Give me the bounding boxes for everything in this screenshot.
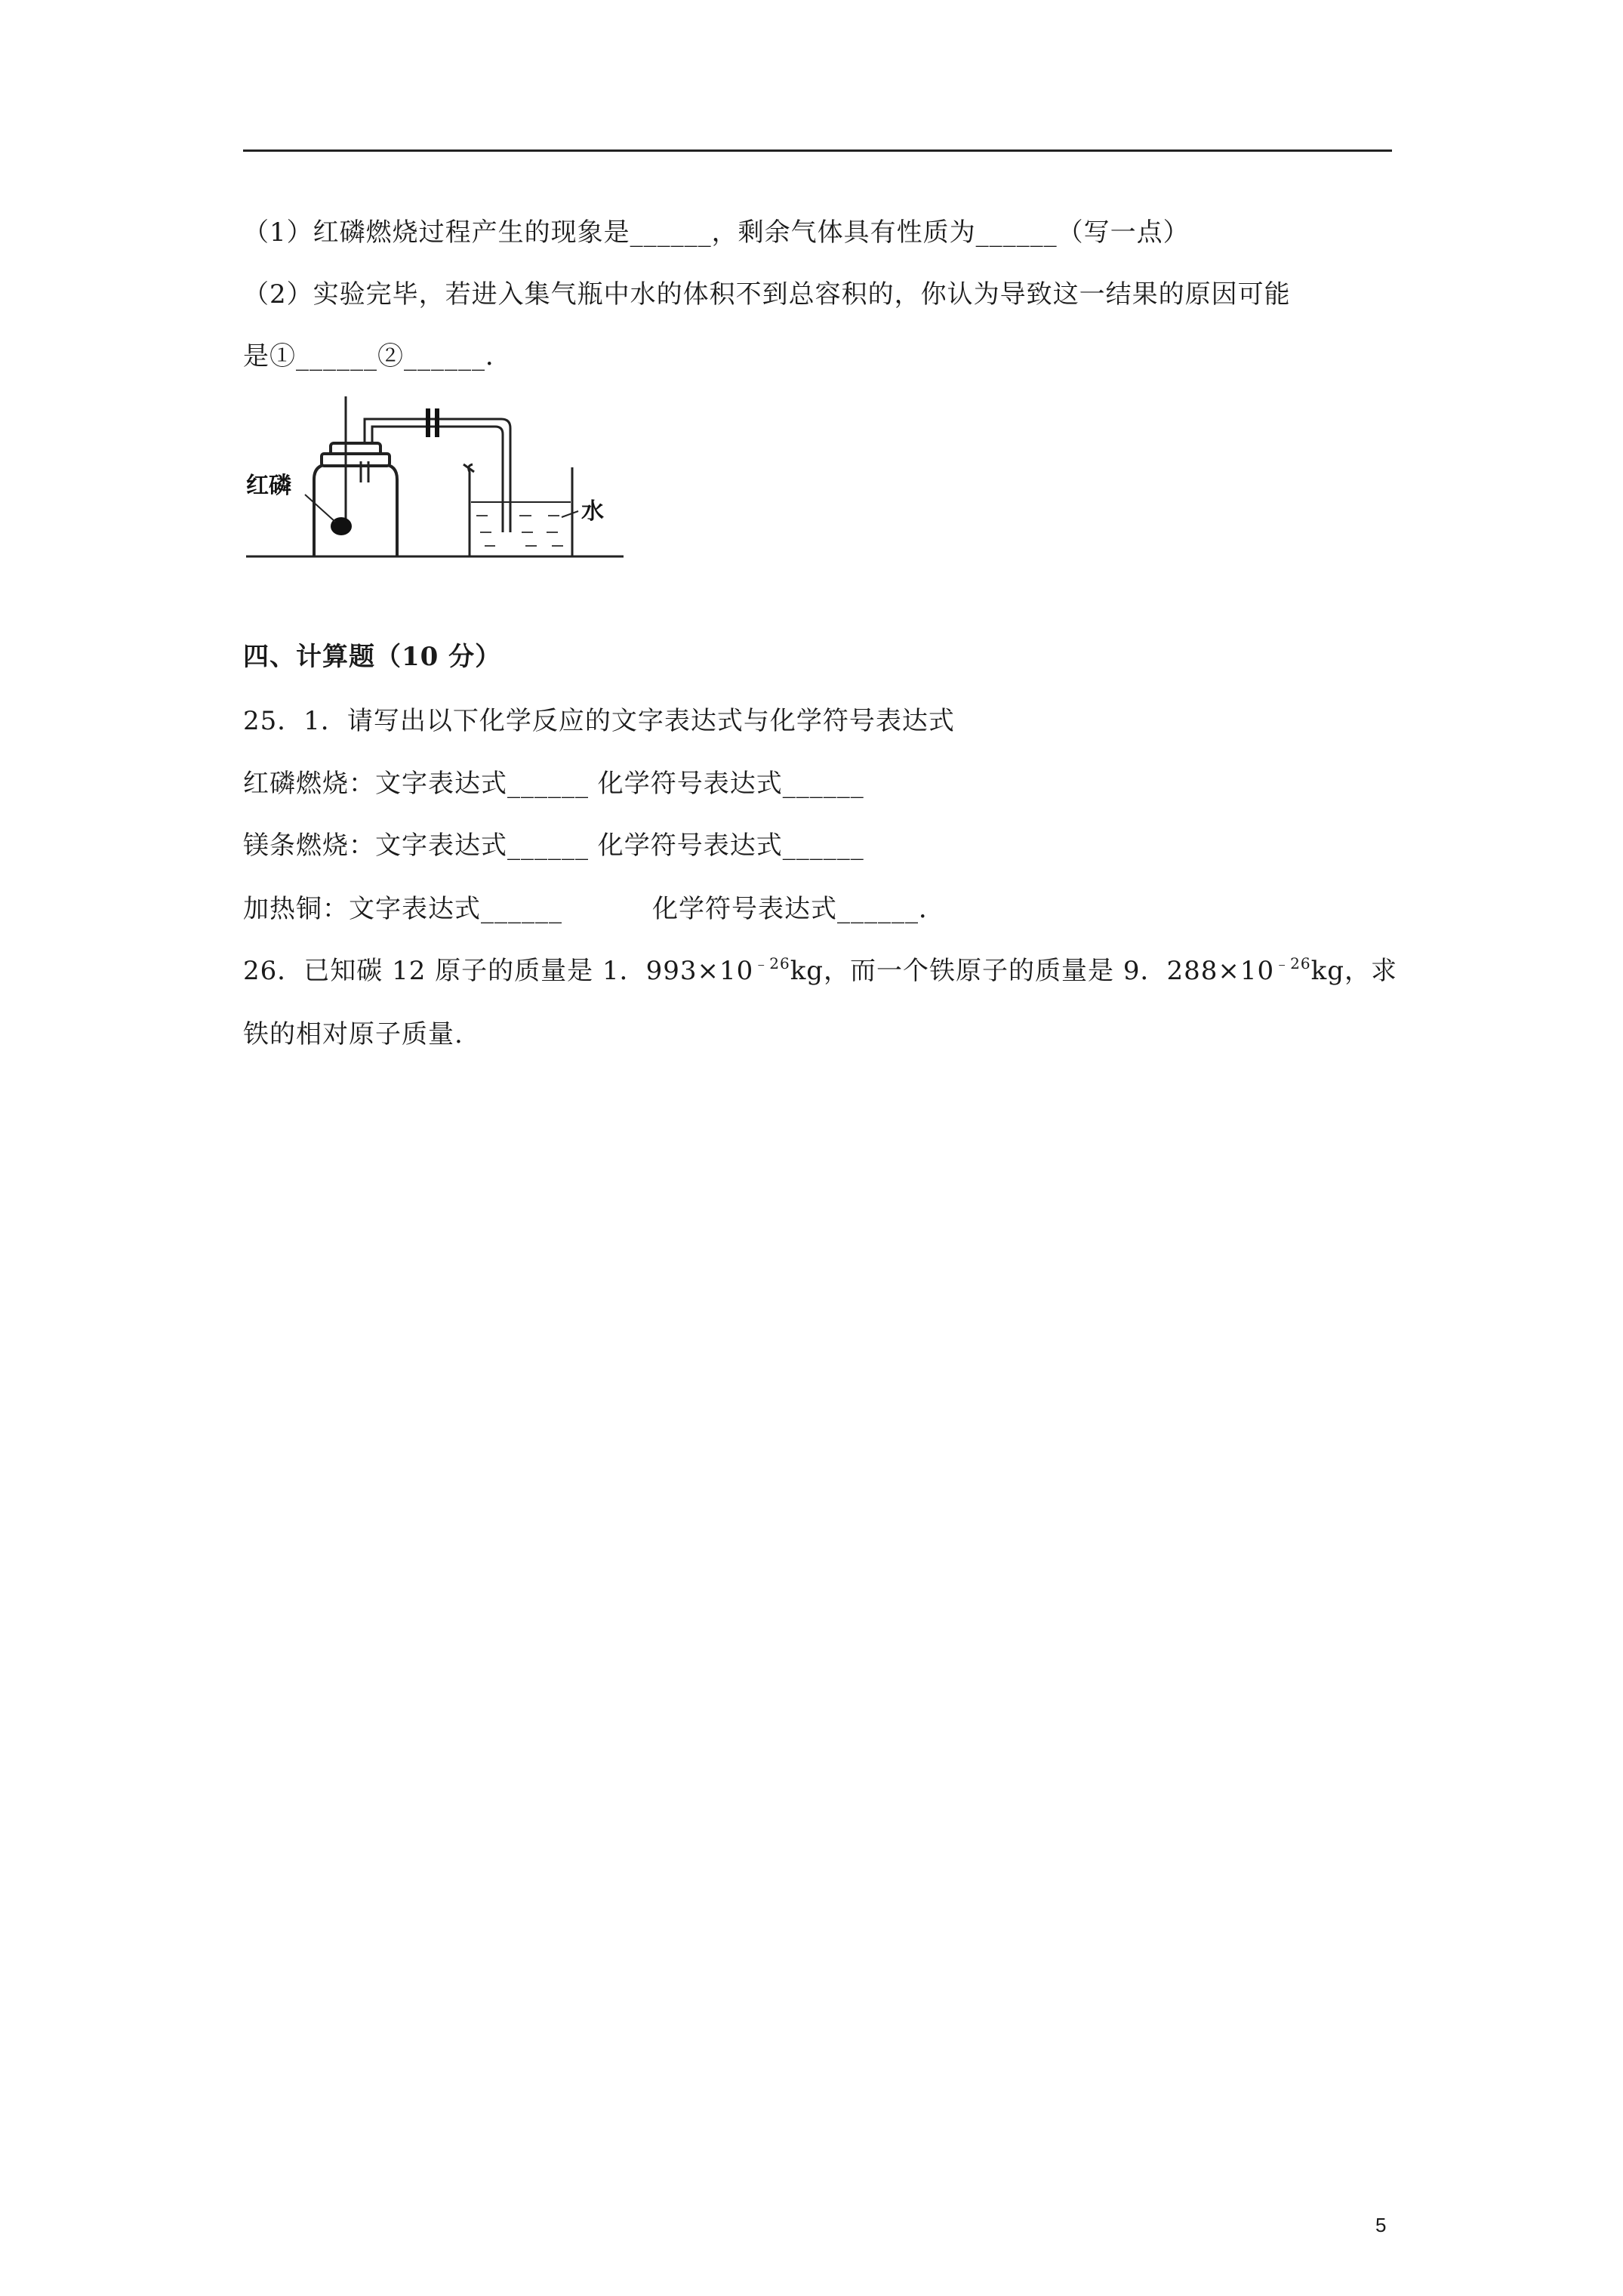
question-26-text-3: kg，求	[1310, 956, 1397, 986]
page-number: 5	[1375, 2214, 1387, 2236]
question-26-exponent-2: ﹣26	[1274, 954, 1311, 972]
header-rule	[243, 149, 1392, 152]
experiment-apparatus-figure	[246, 389, 624, 562]
question-1-line: （1）红磷燃烧过程产生的现象是______，剩余气体具有性质为______（写一点）	[243, 217, 1190, 248]
question-26-text-2: kg，而一个铁原子的质量是 9．288×10	[790, 956, 1275, 986]
question-2-line-b: 是①______②______．	[243, 341, 512, 371]
question-25-line: 25．1．请写出以下化学反应的文字表达式与化学符号表达式	[243, 706, 955, 736]
question-25-magnesium-line: 镁条燃烧：文字表达式______ 化学符号表达式______	[243, 831, 864, 861]
question-25-phosphorus-line: 红磷燃烧：文字表达式______ 化学符号表达式______	[243, 769, 864, 799]
question-26-line-a	[243, 956, 1397, 986]
question-25-copper-line-b: 化学符号表达式______．	[652, 894, 945, 924]
water-label: 水	[581, 498, 604, 525]
question-26-line-b: 铁的相对原子质量.	[243, 1019, 463, 1049]
phosphorus-label: 红磷	[246, 473, 291, 499]
question-2-line-a: （2）实验完毕，若进入集气瓶中水的体积不到总容积的，你认为导致这一结果的原因可能	[243, 279, 1291, 310]
question-26-text-1: 26．已知碳 12 原子的质量是 1．993×10	[243, 956, 754, 986]
question-25-copper-line-a: 加热铜：文字表达式______	[243, 894, 562, 924]
section-4-heading: 四、计算题（10 分）	[243, 642, 502, 672]
question-26-exponent-1: ﹣26	[753, 954, 790, 972]
